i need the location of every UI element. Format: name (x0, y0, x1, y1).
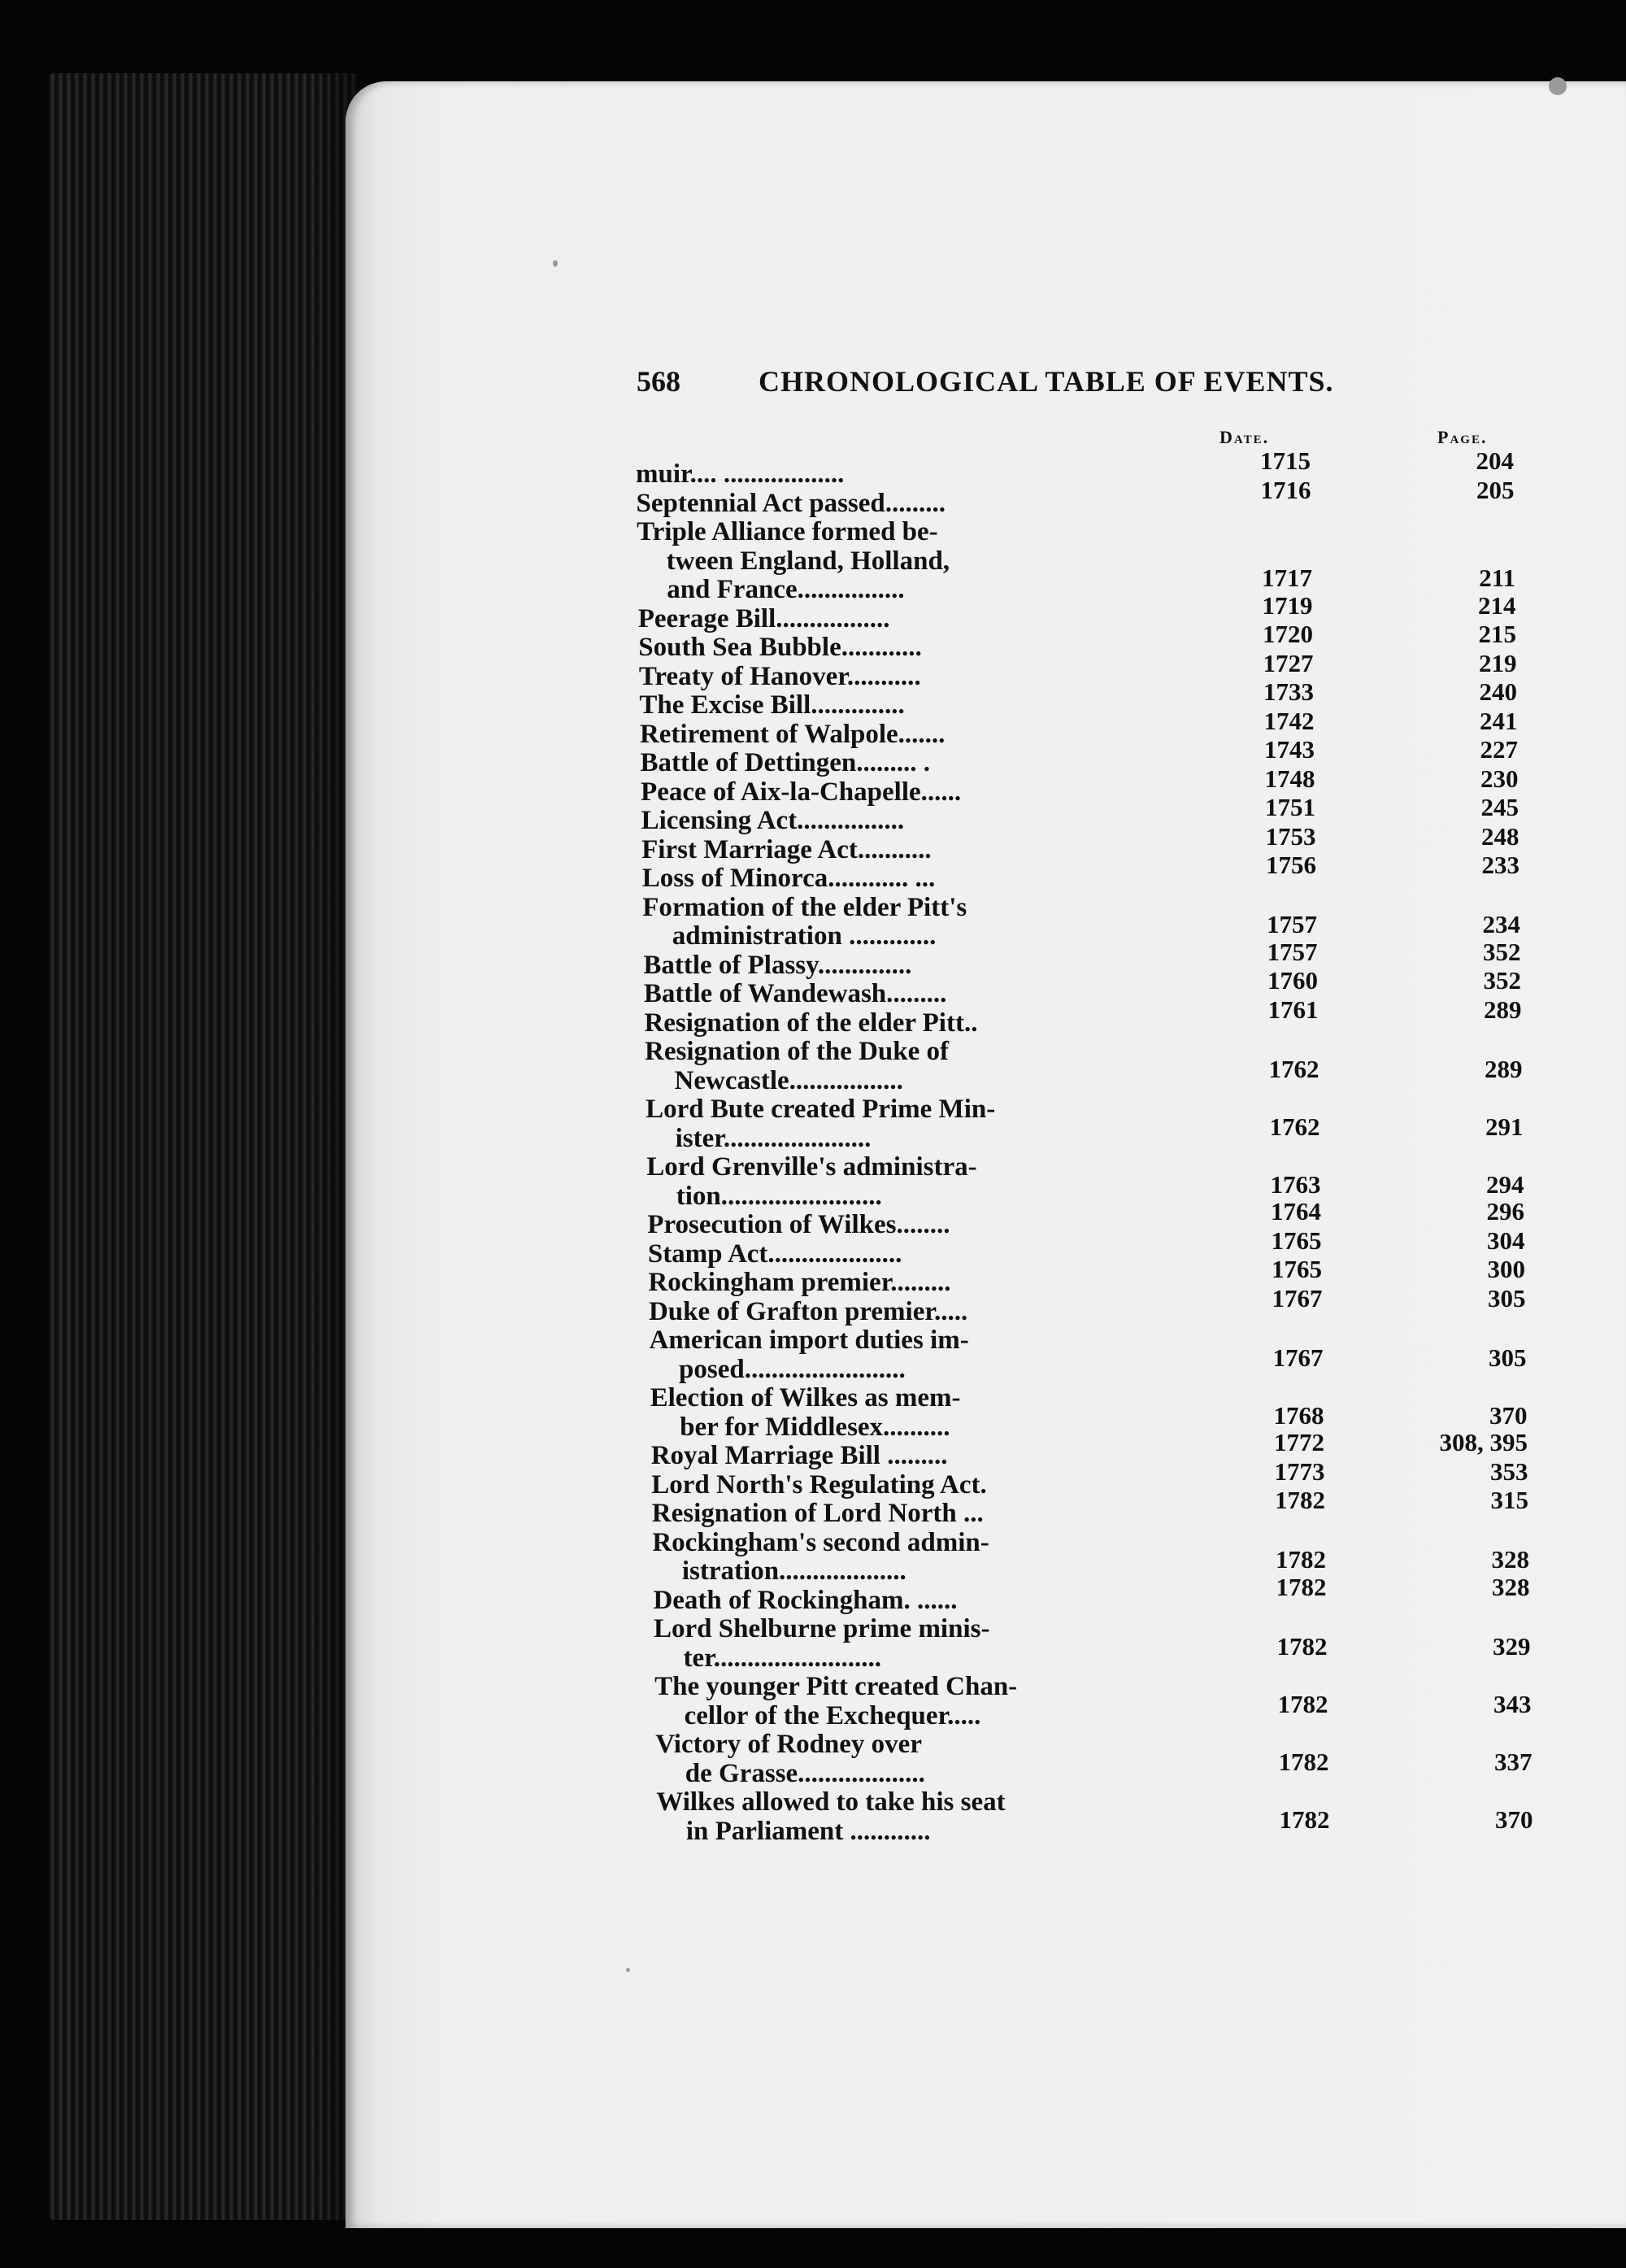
event-line: Formation of the elder Pitt's (642, 892, 967, 922)
event-line: Battle of Plassy.............. (643, 950, 912, 980)
event-date: 1767 (1272, 1343, 1324, 1372)
event-page: 370 (1495, 1804, 1533, 1834)
event-line: Death of Rockingham. ...... (653, 1585, 958, 1615)
event-line: The Excise Bill.............. (639, 690, 905, 720)
event-line: Duke of Grafton premier..... (648, 1296, 968, 1326)
event-page: 204 (1476, 446, 1514, 475)
event-date: 1762 (1268, 1054, 1319, 1083)
event-date: 1782 (1279, 1804, 1330, 1834)
event-line-continued: ister...................... (675, 1123, 872, 1153)
event-line: South Sea Bubble............ (638, 633, 922, 662)
event-page: 215 (1478, 620, 1516, 648)
event-date: 1720 (1263, 620, 1313, 648)
event-page: 291 (1485, 1112, 1524, 1141)
event-page: 328 (1491, 1545, 1529, 1574)
event-date: 1715 (1260, 446, 1311, 475)
event-date: 1756 (1266, 851, 1316, 879)
date-column-header: Date. (1220, 427, 1270, 447)
event-line-continued: tion........................ (676, 1181, 882, 1211)
event-page: 353 (1490, 1456, 1528, 1486)
event-date: 1765 (1271, 1225, 1322, 1255)
event-line: The younger Pitt created Chan- (654, 1672, 1018, 1701)
event-date: 1760 (1267, 966, 1318, 995)
event-line: Lord Grenville's administra- (646, 1152, 977, 1182)
event-page: 352 (1483, 966, 1521, 995)
event-page: 211 (1479, 564, 1515, 592)
event-date: 1773 (1274, 1456, 1325, 1486)
event-page: 370 (1489, 1400, 1528, 1430)
event-date: 1782 (1275, 1486, 1325, 1514)
event-line-continued: cellor of the Exchequer..... (684, 1700, 981, 1730)
event-date: 1757 (1267, 937, 1318, 966)
event-date: 1767 (1272, 1283, 1323, 1312)
event-date: 1716 (1260, 475, 1311, 504)
event-page: 234 (1482, 910, 1520, 938)
event-date: 1733 (1263, 677, 1314, 706)
event-line: Rockingham premier......... (648, 1268, 951, 1297)
event-line: Triple Alliance formed be- (637, 517, 938, 546)
event-page: 308, 395 (1439, 1428, 1528, 1456)
event-line: Victory of Rodney over (655, 1730, 922, 1759)
event-page: 245 (1480, 793, 1519, 821)
event-line-continued: administration ............. (672, 921, 937, 951)
event-line: Resignation of the Duke of (645, 1037, 950, 1066)
event-page: 304 (1487, 1225, 1525, 1255)
event-date: 1743 (1264, 735, 1315, 764)
event-line: Lord North's Regulating Act. (651, 1469, 987, 1500)
event-line-continued: and France................ (667, 575, 905, 604)
page-number: 568 (637, 365, 680, 398)
event-line: Rockingham's second admin- (652, 1527, 989, 1557)
event-page: 328 (1492, 1572, 1530, 1601)
page-header (637, 364, 1450, 413)
event-page: 337 (1494, 1747, 1533, 1776)
page-title: CHRONOLOGICAL TABLE OF EVENTS. (759, 365, 1334, 398)
event-line: First Marriage Act........... (641, 834, 932, 864)
event-line-continued: in Parliament ............ (685, 1816, 931, 1846)
event-date: 1753 (1265, 821, 1316, 851)
event-line: Treaty of Hanover........... (638, 661, 921, 691)
page-blemish (626, 1968, 630, 1972)
event-line: Resignation of the elder Pitt.. (644, 1008, 978, 1038)
event-date: 1782 (1276, 1631, 1328, 1661)
event-date: 1717 (1262, 564, 1312, 592)
event-date: 1762 (1269, 1112, 1320, 1141)
event-page: 315 (1490, 1486, 1528, 1514)
event-page: 205 (1476, 475, 1515, 504)
event-line: American import duties im- (649, 1326, 969, 1355)
event-line: Battle of Wandewash......... (643, 979, 947, 1008)
event-date: 1772 (1274, 1428, 1324, 1456)
event-date: 1782 (1276, 1572, 1327, 1601)
event-page: 343 (1493, 1689, 1532, 1718)
event-line: Peace of Aix-la-Chapelle...... (641, 777, 962, 807)
event-line: muir.... .................. (636, 459, 845, 489)
event-page: 289 (1484, 995, 1522, 1024)
event-date: 1727 (1263, 648, 1314, 677)
event-date: 1768 (1273, 1400, 1324, 1430)
event-line-continued: posed........................ (679, 1354, 906, 1384)
event-page: 240 (1479, 677, 1517, 706)
event-line: Loss of Minorca............ ... (641, 864, 936, 893)
event-line-continued: ter......................... (683, 1643, 882, 1673)
event-page: 305 (1488, 1283, 1526, 1312)
event-page: 248 (1481, 821, 1519, 851)
event-line: Lord Bute created Prime Min- (646, 1095, 996, 1124)
event-line: Prosecution of Wilkes........ (647, 1210, 950, 1239)
event-page: 296 (1486, 1197, 1524, 1225)
event-line: Retirement of Walpole....... (639, 719, 946, 749)
event-line: Septennial Act passed......... (636, 488, 946, 518)
event-page: 230 (1480, 764, 1519, 793)
event-date: 1751 (1265, 793, 1315, 821)
event-date: 1765 (1272, 1255, 1322, 1283)
event-date: 1764 (1271, 1197, 1321, 1225)
event-line: Royal Marriage Bill ......... (650, 1441, 948, 1470)
event-date: 1763 (1270, 1169, 1321, 1199)
event-page: 352 (1483, 937, 1521, 966)
page-column-header: Page. (1437, 427, 1488, 447)
event-line: Licensing Act................ (641, 806, 905, 835)
event-date: 1782 (1276, 1545, 1326, 1574)
event-line-continued: istration................... (681, 1556, 906, 1586)
event-page: 214 (1478, 590, 1516, 620)
event-date: 1782 (1277, 1689, 1328, 1718)
event-page: 227 (1480, 735, 1518, 764)
event-page: 300 (1487, 1255, 1525, 1283)
event-line-continued: de Grasse................... (685, 1758, 925, 1788)
event-page: 219 (1479, 648, 1517, 677)
event-line: Wilkes allowed to take his seat (656, 1787, 1006, 1817)
event-line-continued: tween England, Holland, (666, 546, 950, 576)
event-page: 241 (1480, 706, 1518, 735)
event-page: 329 (1493, 1631, 1531, 1661)
event-date: 1757 (1267, 910, 1317, 938)
book-page-edges (49, 73, 358, 2220)
page-blemish (553, 260, 558, 267)
event-line-continued: ber for Middlesex.......... (680, 1412, 950, 1442)
event-page: 294 (1486, 1169, 1524, 1199)
event-date: 1761 (1267, 995, 1319, 1024)
event-page: 305 (1489, 1343, 1527, 1372)
event-line: Election of Wilkes as mem- (650, 1383, 961, 1413)
event-date: 1742 (1263, 706, 1315, 735)
event-page: 289 (1485, 1054, 1523, 1083)
event-line: Resignation of Lord North ... (651, 1499, 984, 1528)
event-line-continued: Newcastle................. (674, 1065, 903, 1095)
event-date: 1719 (1262, 590, 1313, 620)
event-line: Stamp Act.................... (647, 1238, 902, 1269)
page-blemish (1549, 77, 1567, 95)
event-line: Battle of Dettingen......... . (640, 748, 931, 777)
event-date: 1748 (1264, 764, 1315, 793)
event-date: 1782 (1278, 1747, 1329, 1776)
event-line: Lord Shelburne prime minis- (654, 1614, 990, 1643)
event-page: 233 (1481, 851, 1519, 879)
event-line: Peerage Bill................. (637, 603, 890, 633)
